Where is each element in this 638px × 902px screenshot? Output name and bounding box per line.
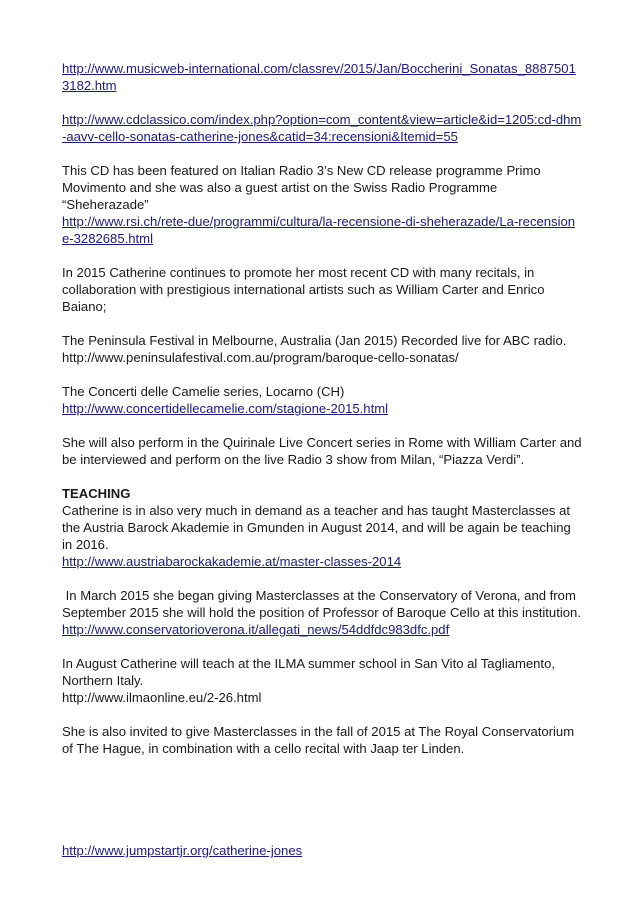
hague-paragraph: She is also invited to give Masterclasses in the fall of 2015 at The Royal Conservatorium of The Hague, in combination with a cello recital with Jaap ter Linden. [62,724,575,756]
ilma-text: In August Catherine will teach at the ILMA summer school in San Vito al Tagliamento, Northern Italy. [62,656,555,688]
verona-text: In March 2015 she began giving Masterclasses at the Conservatory of Verona, and from September 2015 she will hold the position of Professor of Baroque Cello at this institution. [62,588,581,620]
camelie-paragraph [62,383,582,417]
ilma-url: http://www.ilmaonline.eu/2-26.html [62,690,262,705]
cdclassico-paragraph [62,111,582,145]
quirinale-paragraph: She will also perform in the Quirinale Live Concert series in Rome with William Carter and be interviewed and perform on the live Radio 3 show from Milan, “Piazza Verdi”. [62,435,582,467]
peninsula-paragraph [62,332,582,366]
ilma-paragraph [62,655,582,706]
musicweb-paragraph [62,60,582,94]
verona-link[interactable]: http://www.conservatorioverona.it/allegati_news/54ddfdc983dfc.pdf [62,622,450,637]
teaching-section [62,485,582,570]
document-page [62,60,582,876]
verona-paragraph [62,587,582,638]
cdclassico-link[interactable]: http://www.cdclassico.com/index.php?option=com_content&view=article&id=1205:cd-dhm-aavv-cello-sonatas-catherine-jones&catid=34:recensioni&Itemid=55 [62,112,582,144]
spacer [62,774,582,842]
peninsula-text: The Peninsula Festival in Melbourne, Australia (Jan 2015) Recorded live for ABC radio. [62,333,567,348]
jumpstart-link[interactable]: http://www.jumpstartjr.org/catherine-jones [62,843,303,858]
radio-paragraph [62,162,582,247]
musicweb-link[interactable]: http://www.musicweb-international.com/classrev/2015/Jan/Boccherini_Sonatas_88875013182.htm [62,61,576,93]
austria-link[interactable]: http://www.austriabarockakademie.at/master-classes-2014 [62,554,402,569]
jumpstart-paragraph [62,842,582,859]
teaching-text: Catherine is in also very much in demand as a teacher and has taught Masterclasses at the Austria Barock Akademie in Gmunden in August 2014, and will be again be teaching in 2016. [62,503,571,552]
camelie-link[interactable]: http://www.concertidellecamelie.com/stagione-2015.html [62,401,389,416]
teaching-heading: TEACHING [62,486,131,501]
peninsula-url: http://www.peninsulafestival.com.au/program/baroque-cello-sonatas/ [62,350,459,365]
promote-paragraph: In 2015 Catherine continues to promote her most recent CD with many recitals, in collaboration with prestigious international artists such as William Carter and Enrico Baiano; [62,265,545,314]
camelie-text: The Concerti delle Camelie series, Locarno (CH) [62,384,345,399]
radio-text: This CD has been featured on Italian Radio 3’s New CD release programme Primo Movimento and she was also a guest artist on the Swiss Radio Programme “Sheherazade” [62,163,541,212]
rsi-link[interactable]: http://www.rsi.ch/rete-due/programmi/cultura/la-recensione-di-sheherazade/La-recensione-3282685.html [62,214,576,246]
